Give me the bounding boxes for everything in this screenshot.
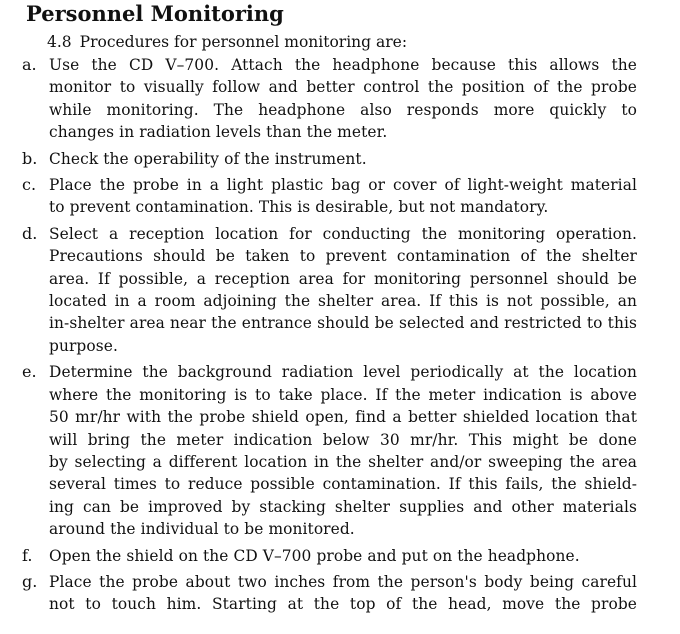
item-text (49, 571, 680, 616)
procedure-number: 4.8 (47, 33, 72, 51)
item-text (49, 54, 680, 144)
procedure-item (0, 545, 680, 567)
text-line: changes in radiation levels than the meter. (49, 123, 388, 142)
item-text (49, 223, 680, 357)
item-marker: f. (22, 545, 33, 565)
procedure-intro (47, 31, 407, 53)
text-line: where the monitoring is to take place. If the meter indication is above (49, 385, 637, 404)
procedure-item (0, 174, 680, 219)
procedure-list (0, 54, 680, 620)
item-marker: c. (22, 175, 37, 195)
text-line: not to touch him. Starting at the top of the head, move the probe (49, 595, 637, 614)
text-line: Use the CD V–700. Attach the headphone because this allows the (49, 56, 637, 74)
text-line: Place the probe about two inches from the person's body being careful (49, 572, 637, 591)
item-marker: e. (22, 362, 37, 382)
text-line: to prevent contamination. This is desirable, but not mandatory. (49, 198, 549, 217)
text-line: Precautions should be taken to prevent contamination of the shelter (49, 247, 637, 266)
item-text (49, 361, 680, 540)
text-line: several times to reduce possible contamination. If this fails, the shield- (49, 475, 637, 494)
text-line: monitor to visually follow and better control the position of the probe (49, 78, 637, 97)
procedure-item (0, 571, 680, 616)
item-marker: a. (22, 55, 37, 74)
text-line: purpose. (49, 336, 118, 355)
text-line: Select a reception location for conducting the monitoring operation. (49, 224, 637, 243)
item-text (49, 148, 680, 170)
item-marker: d. (22, 223, 38, 243)
text-line: ing can be improved by stacking shelter supplies and other materials (49, 497, 637, 516)
procedure-item (0, 148, 680, 170)
item-marker: g. (22, 571, 38, 591)
text-line: located in a room adjoining the shelter area. If this is not possible, an (49, 292, 637, 311)
text-line: area. If possible, a reception area for monitoring personnel should be (49, 269, 637, 288)
item-marker: b. (22, 148, 38, 168)
procedure-item (0, 54, 680, 144)
text-line: while monitoring. The headphone also responds more quickly to (49, 100, 637, 119)
text-line: will bring the meter indication below 30 mr/hr. This might be done (49, 430, 637, 449)
procedure-intro-text: Procedures for personnel monitoring are: (79, 33, 408, 51)
text-line: Place the probe in a light plastic bag or cover of light-weight material (49, 176, 637, 195)
procedure-item (0, 223, 680, 357)
text-line: 50 mr/hr with the probe shield open, find a better shielded location that (49, 408, 637, 427)
text-line: Open the shield on the CD V–700 probe and put on the headphone. (49, 546, 580, 565)
text-line: by selecting a different location in the shelter and/or sweeping the area (49, 452, 637, 471)
text-line: Determine the background radiation level periodically at the location (49, 363, 637, 382)
item-text (49, 545, 680, 567)
text-line: Check the operability of the instrument. (49, 149, 367, 168)
procedure-item (0, 361, 680, 540)
text-line: in-shelter area near the entrance should be selected and restricted to this (49, 314, 637, 333)
item-text (49, 174, 680, 219)
text-line: around the individual to be monitored. (49, 520, 355, 539)
section-heading: Personnel Monitoring (26, 1, 284, 26)
